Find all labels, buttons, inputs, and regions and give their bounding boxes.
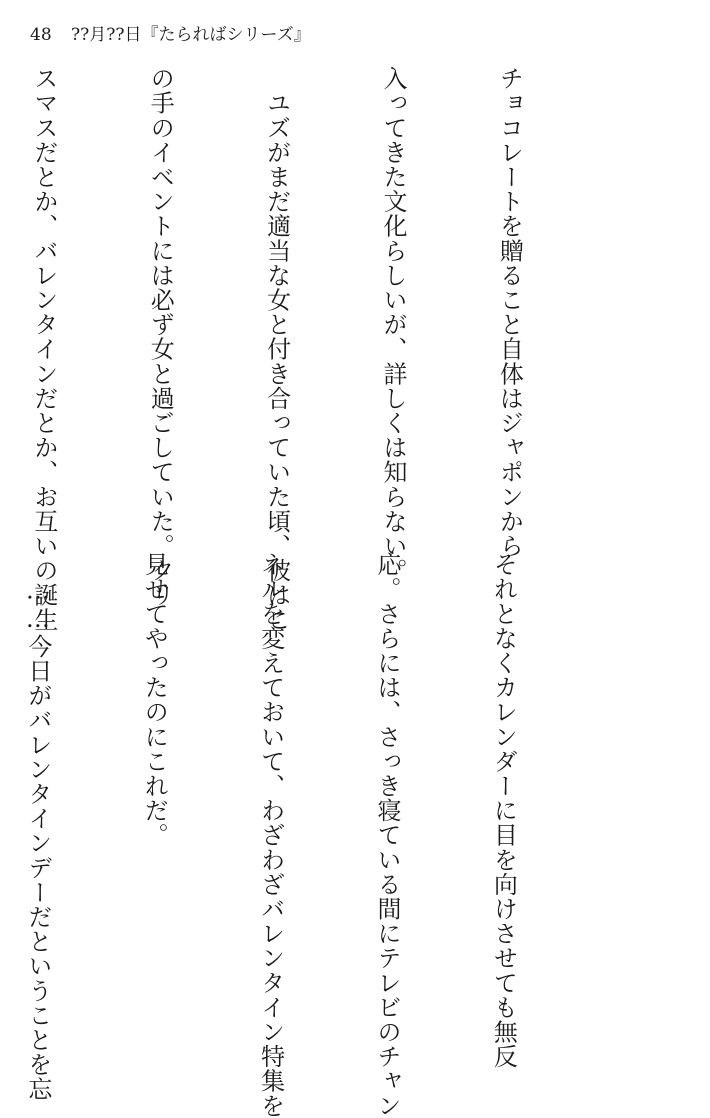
text-line: の手のイベントには必ず女と過ごしていた。クリ [146, 66, 175, 608]
text-line: 応。さらには、さっき寝ている間にテレビのチャン [373, 552, 402, 1118]
page-number: 48 [30, 25, 52, 45]
text-block-bottom [0, 552, 600, 1118]
text-line: それとなくカレンダーに目を向けさせても無反 [489, 552, 518, 1069]
running-header [30, 24, 311, 46]
running-title: ??月??日『たらればシリーズ』 [71, 25, 311, 45]
text-line: 入ってきた文化らしいが、詳しくは知らない。 [379, 66, 408, 583]
text-block-top [0, 66, 606, 632]
text-line: チョコレートを贈ること自体はジャポンから [495, 66, 524, 558]
text-line: ユズがまだ適当な女と付き合っていた頃、彼はこ [262, 66, 291, 632]
text-line: ネルを変えておいて、わざわざバレンタイン特集を [256, 552, 285, 1118]
text-line: ……今日がバレンタインデーだということを忘 [23, 552, 52, 1102]
text-line: 見せてやったのにこれだ。 [140, 552, 169, 848]
text-line: スマスだとか、バレンタインだとか、お互いの誕生 [29, 66, 58, 632]
